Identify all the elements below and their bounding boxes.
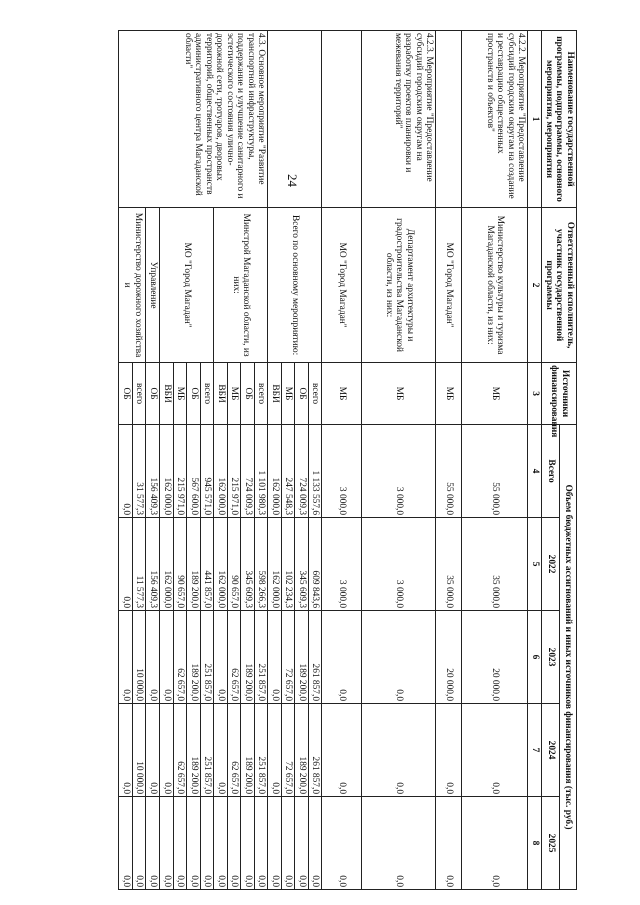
value-cell: 0,0: [132, 797, 146, 890]
value-cell: 90 657,0: [173, 518, 187, 611]
value-cell: 247 548,3: [281, 425, 295, 518]
executor-cell: Министерство дорожного хозяйства и: [119, 208, 146, 363]
value-cell: 62 657,0: [173, 611, 187, 704]
source-cell: ВБИ: [160, 363, 174, 425]
value-cell: 0,0: [295, 797, 309, 890]
executor-cell: МО "Город Магадан": [322, 208, 362, 363]
value-cell: 162 000,0: [214, 518, 228, 611]
value-cell: 0,0: [268, 704, 282, 797]
value-cell: 724 009,3: [295, 425, 309, 518]
value-cell: 0,0: [254, 797, 268, 890]
executor-cell: МО "Город Магадан": [160, 208, 214, 363]
program-item-name: [436, 31, 462, 208]
rotated-page: [97, 30, 577, 890]
value-cell: 0,0: [119, 518, 133, 611]
executor-cell: Всего по основному мероприятию:: [268, 208, 322, 363]
value-cell: 62 657,0: [227, 611, 241, 704]
source-cell: ОБ: [187, 363, 201, 425]
value-cell: 261 857,0: [308, 611, 322, 704]
value-cell: 0,0: [362, 611, 436, 704]
source-cell: всего: [308, 363, 322, 425]
value-cell: 0,0: [362, 704, 436, 797]
value-cell: 0,0: [160, 704, 174, 797]
table-row: [362, 31, 436, 890]
value-cell: 0,0: [281, 797, 295, 890]
value-cell: 0,0: [322, 611, 362, 704]
value-cell: 35 000,0: [462, 518, 528, 611]
table-row: [254, 31, 268, 890]
header-volume: Объем бюджетных ассигнований и иных источников финансирования (тыс. руб.): [559, 425, 576, 890]
value-cell: 55 000,0: [436, 425, 462, 518]
source-cell: МБ: [462, 363, 528, 425]
value-cell: 156 409,3: [146, 518, 160, 611]
value-cell: 189 200,0: [295, 704, 309, 797]
value-cell: 0,0: [119, 611, 133, 704]
value-cell: 62 657,0: [173, 704, 187, 797]
value-cell: 0,0: [462, 797, 528, 890]
header-year: 2024: [542, 704, 559, 797]
value-cell: 945 571,0: [200, 425, 214, 518]
value-cell: 189 200,0: [241, 611, 255, 704]
program-item-name: 4.2.2. Мероприятие "Предоставление субсидий городским округам на создание и реставрацию общественных пространств и объектов": [462, 31, 528, 208]
value-cell: 0,0: [227, 797, 241, 890]
value-cell: 441 857,0: [200, 518, 214, 611]
value-cell: 0,0: [322, 704, 362, 797]
value-cell: 62 657,0: [227, 704, 241, 797]
source-cell: ОБ: [146, 363, 160, 425]
source-cell: ВБИ: [268, 363, 282, 425]
value-cell: 215 971,0: [227, 425, 241, 518]
executor-cell: Министерство культуры и туризма Магаданской области, из них:: [462, 208, 528, 363]
value-cell: 162 000,0: [214, 425, 228, 518]
value-cell: 162 000,0: [268, 518, 282, 611]
value-cell: 0,0: [146, 704, 160, 797]
source-cell: всего: [200, 363, 214, 425]
value-cell: 35 000,0: [436, 518, 462, 611]
value-cell: 0,0: [119, 704, 133, 797]
value-cell: 0,0: [241, 797, 255, 890]
source-cell: всего: [254, 363, 268, 425]
header-name: Наименование государственной программы, подпрограммы, основного мероприятия, мероприятия: [542, 31, 577, 208]
value-cell: 0,0: [119, 425, 133, 518]
column-index: 8: [528, 797, 542, 890]
value-cell: 55 000,0: [462, 425, 528, 518]
value-cell: 251 857,0: [200, 611, 214, 704]
page-number: 24: [285, 174, 300, 187]
table-row: [322, 31, 362, 890]
value-cell: 609 843,6: [308, 518, 322, 611]
value-cell: 10 000,0: [132, 704, 146, 797]
value-cell: 90 657,0: [227, 518, 241, 611]
value-cell: 0,0: [214, 611, 228, 704]
value-cell: 189 200,0: [295, 611, 309, 704]
source-cell: ОБ: [295, 363, 309, 425]
value-cell: 0,0: [146, 611, 160, 704]
executor-cell: Департамент архитектуры и градостроительства Магаданской области, из них:: [362, 208, 436, 363]
value-cell: 11 577,3: [132, 518, 146, 611]
value-cell: 0,0: [268, 797, 282, 890]
program-item-name: [322, 31, 362, 208]
value-cell: 0,0: [436, 797, 462, 890]
source-cell: МБ: [362, 363, 436, 425]
header-source: Источники финансирования: [542, 363, 577, 425]
value-cell: 0,0: [187, 797, 201, 890]
value-cell: 0,0: [322, 797, 362, 890]
source-cell: МБ: [281, 363, 295, 425]
executor-cell: Управление: [146, 208, 160, 363]
source-cell: МБ: [227, 363, 241, 425]
value-cell: 72 657,0: [281, 704, 295, 797]
source-cell: ОБ: [119, 363, 133, 425]
value-cell: 0,0: [268, 611, 282, 704]
value-cell: 0,0: [160, 797, 174, 890]
source-cell: МБ: [173, 363, 187, 425]
program-item-name: [268, 31, 322, 208]
value-cell: 251 857,0: [254, 611, 268, 704]
value-cell: 3 000,0: [362, 425, 436, 518]
value-cell: 162 000,0: [268, 425, 282, 518]
value-cell: 102 234,3: [281, 518, 295, 611]
source-cell: МБ: [436, 363, 462, 425]
column-index: 1: [528, 31, 542, 208]
value-cell: 20 000,0: [462, 611, 528, 704]
value-cell: 0,0: [173, 797, 187, 890]
value-cell: 189 200,0: [187, 518, 201, 611]
value-cell: 261 857,0: [308, 704, 322, 797]
source-cell: ОБ: [241, 363, 255, 425]
value-cell: 0,0: [214, 704, 228, 797]
source-cell: всего: [132, 363, 146, 425]
source-cell: МБ: [322, 363, 362, 425]
value-cell: 1 133 557,6: [308, 425, 322, 518]
column-index: 6: [528, 611, 542, 704]
value-cell: 0,0: [362, 797, 436, 890]
header-year: 2025: [542, 797, 559, 890]
value-cell: 3 000,0: [362, 518, 436, 611]
value-cell: 189 200,0: [241, 704, 255, 797]
value-cell: 20 000,0: [436, 611, 462, 704]
column-index: 5: [528, 518, 542, 611]
header-total: Всего: [542, 425, 559, 518]
value-cell: 0,0: [119, 797, 133, 890]
value-cell: 3 000,0: [322, 518, 362, 611]
value-cell: 189 200,0: [187, 704, 201, 797]
value-cell: 72 657,0: [281, 611, 295, 704]
value-cell: 0,0: [436, 704, 462, 797]
value-cell: 0,0: [160, 611, 174, 704]
value-cell: 3 000,0: [322, 425, 362, 518]
header-year: 2023: [542, 611, 559, 704]
value-cell: 189 200,0: [187, 611, 201, 704]
value-cell: 10 000,0: [132, 611, 146, 704]
value-cell: 0,0: [462, 704, 528, 797]
value-cell: 0,0: [146, 797, 160, 890]
value-cell: 567 600,0: [187, 425, 201, 518]
program-item-name: 4.2.3. Мероприятие "Предоставление субсидий городским округам на разработку проектов планировки и межевания территорий": [362, 31, 436, 208]
program-item-name: 4.3. Основное мероприятие "Развитие транспортной инфраструктуры, поддержание и улучшение санитарного и эстетического состояния улично-дорожной сети, тротуаров, дворовых территорий, общественных пространств административного центра Магаданской области": [119, 31, 268, 208]
table-row: [436, 31, 462, 890]
column-index: 3: [528, 363, 542, 425]
value-cell: 31 577,3: [132, 425, 146, 518]
table-row: [308, 31, 322, 890]
value-cell: 0,0: [308, 797, 322, 890]
value-cell: 251 857,0: [200, 704, 214, 797]
financing-table: [118, 30, 577, 890]
column-index: 4: [528, 425, 542, 518]
executor-cell: МО "Город Магадан": [436, 208, 462, 363]
value-cell: 0,0: [214, 797, 228, 890]
header-year: 2022: [542, 518, 559, 611]
value-cell: 162 000,0: [160, 425, 174, 518]
value-cell: 156 409,3: [146, 425, 160, 518]
value-cell: 345 609,3: [241, 518, 255, 611]
value-cell: 1 101 980,3: [254, 425, 268, 518]
header-executor: Ответственный исполнитель, участник государственной программы: [542, 208, 577, 363]
value-cell: 251 857,0: [254, 704, 268, 797]
table-row: [462, 31, 528, 890]
value-cell: 215 971,0: [173, 425, 187, 518]
column-index: 2: [528, 208, 542, 363]
value-cell: 0,0: [200, 797, 214, 890]
column-index: 7: [528, 704, 542, 797]
executor-cell: Минстрой Магаданской области, из них:: [214, 208, 268, 363]
source-cell: ВБИ: [214, 363, 228, 425]
value-cell: 162 000,0: [160, 518, 174, 611]
value-cell: 724 009,3: [241, 425, 255, 518]
value-cell: 345 609,3: [295, 518, 309, 611]
value-cell: 598 266,3: [254, 518, 268, 611]
